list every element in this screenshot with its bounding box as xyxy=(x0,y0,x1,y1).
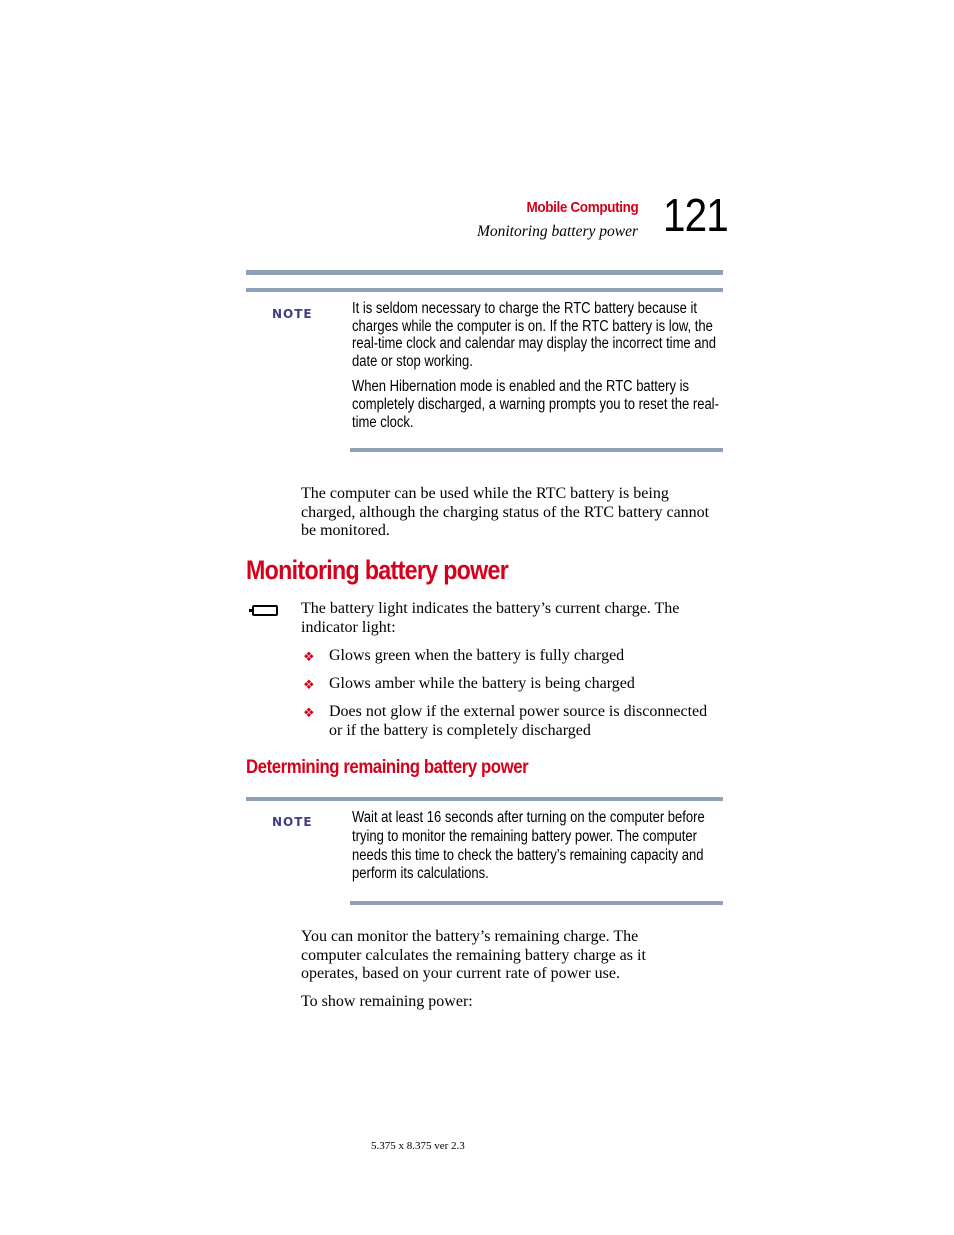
diamond-bullet-icon: ❖ xyxy=(303,706,315,721)
page-number: 121 xyxy=(663,189,728,241)
note1-top-rule xyxy=(246,288,723,292)
subsection-heading: Determining remaining battery power xyxy=(246,756,529,778)
bullet-item xyxy=(329,675,719,694)
bullet-item-text: Does not glow if the external power source is disconnected or if the battery is completely discharged xyxy=(329,703,708,739)
monitor-paragraph-text: You can monitor the battery’s remaining charge. The computer calculates the remaining battery charge as it operates, based on your current rate of power use. xyxy=(301,928,646,983)
show-power-paragraph xyxy=(301,993,701,1012)
bullet-item xyxy=(329,647,719,666)
diamond-bullet-icon: ❖ xyxy=(303,678,315,693)
rtc-paragraph xyxy=(301,485,711,541)
diamond-bullet-icon: ❖ xyxy=(303,650,315,665)
note1-bottom-rule xyxy=(350,448,723,452)
show-power-text: To show remaining power: xyxy=(301,993,473,1010)
rtc-paragraph-text: The computer can be used while the RTC battery is being charged, although the charging status of the RTC battery cannot be monitored. xyxy=(301,485,710,540)
battery-icon xyxy=(252,605,278,616)
header-chapter-title: Mobile Computing xyxy=(526,199,638,216)
note2-text xyxy=(352,809,722,892)
footer-version: 5.375 x 8.375 ver 2.3 xyxy=(371,1140,465,1152)
header-section-title: Monitoring battery power xyxy=(476,223,638,240)
header-rule xyxy=(246,270,723,275)
note2-bottom-rule xyxy=(350,901,723,905)
note2-paragraph: Wait at least 16 seconds after turning on the computer before trying to monitor the remaining battery power. The computer needs this time to check the battery’s remaining capacity and perform its calculations. xyxy=(352,809,705,883)
section-heading: Monitoring battery power xyxy=(246,555,509,585)
bullet-item-text: Glows amber while the battery is being charged xyxy=(329,675,635,692)
battery-intro xyxy=(301,600,716,637)
note1-paragraph-1: It is seldom necessary to charge the RTC battery because it charges while the computer is on. If the RTC battery is low, the real-time clock and calendar may display the incorrect time and date or stop working. xyxy=(352,300,717,370)
bullet-item-text: Glows green when the battery is fully charged xyxy=(329,647,625,664)
battery-intro-text: The battery light indicates the battery’s current charge. The indicator light: xyxy=(301,600,680,636)
note2-label: NOTE xyxy=(272,815,313,829)
note1-paragraph-2: When Hibernation mode is enabled and the RTC battery is completely discharged, a warning prompts you to reset the real-time clock. xyxy=(352,378,719,431)
monitor-paragraph xyxy=(301,928,686,984)
note1-label: NOTE xyxy=(272,307,313,321)
bullet-item xyxy=(329,703,714,740)
note1-text xyxy=(352,300,722,439)
note2-top-rule xyxy=(246,797,723,801)
